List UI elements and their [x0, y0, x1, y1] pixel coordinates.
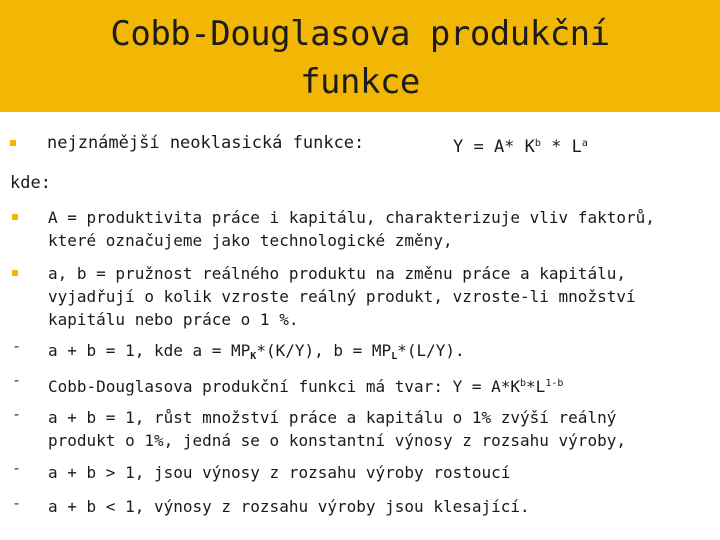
slide-title: [0, 10, 720, 106]
dash-item-5: a + b < 1, výnosy z rozsahu výroby jsou klesající.: [48, 497, 530, 516]
dash-1-part-1: a + b = 1, kde a = MP: [48, 341, 251, 360]
title-line-2: funkce: [300, 62, 420, 102]
bullet-1-line-2: které označujeme jako technologické změny,: [48, 231, 453, 250]
bullet-2-line-1: a, b = pružnost reálného produktu na změnu práce a kapitálu,: [48, 264, 626, 283]
dash-3-line-2: produkt o 1%, jedná se o konstantní výnosy z rozsahu výroby,: [48, 431, 626, 450]
dash-marker: -: [12, 459, 22, 477]
dash-marker: -: [12, 371, 22, 389]
bullet-square: [12, 214, 18, 220]
dash-1-sub-2: L: [391, 351, 398, 362]
dash-marker: -: [12, 494, 22, 512]
dash-1-sub-1: K: [250, 351, 257, 362]
dash-marker: -: [12, 405, 22, 423]
dash-3-line-1: a + b = 1, růst množství práce a kapitálu o 1% zvýší reálný: [48, 408, 617, 427]
dash-marker: -: [12, 337, 22, 355]
dash-1-part-2: *(K/Y), b = MP: [256, 341, 392, 360]
formula-base: Y = A* K: [453, 137, 535, 157]
formula-exp-b: b: [534, 138, 541, 149]
bullet-square: [10, 140, 16, 146]
bullet-1-line-1: A = produktivita práce i kapitálu, charakterizuje vliv faktorů,: [48, 208, 655, 227]
formula-exp-a: a: [581, 138, 588, 149]
formula-mid: * L: [540, 137, 582, 157]
intro-text: nejznámější neoklasická funkce:: [47, 133, 365, 153]
intro-formula: [453, 132, 588, 159]
bullet-square: [12, 270, 18, 276]
dash-2-sup-1: b: [520, 378, 527, 389]
bullet-2-line-3: kapitálu nebo práce o 1 %.: [48, 310, 299, 329]
title-line-1: Cobb-Douglasova produkční: [110, 14, 610, 54]
dash-2-sup-2: 1-b: [545, 378, 564, 389]
kde-label: kde:: [10, 173, 51, 193]
dash-1-part-3: *(L/Y).: [397, 341, 465, 360]
dash-2-part-2: *L: [526, 377, 546, 396]
dash-2-part-1: Cobb-Douglasova produkční funkci má tvar: Y = A*K: [48, 377, 521, 396]
dash-item-2: [48, 372, 563, 398]
dash-item-1: [48, 339, 465, 368]
bullet-2-line-2: vyjadřují o kolik vzroste reálný produkt, vzroste-li množství: [48, 287, 636, 306]
dash-item-4: a + b > 1, jsou výnosy z rozsahu výroby rostoucí: [48, 463, 511, 482]
